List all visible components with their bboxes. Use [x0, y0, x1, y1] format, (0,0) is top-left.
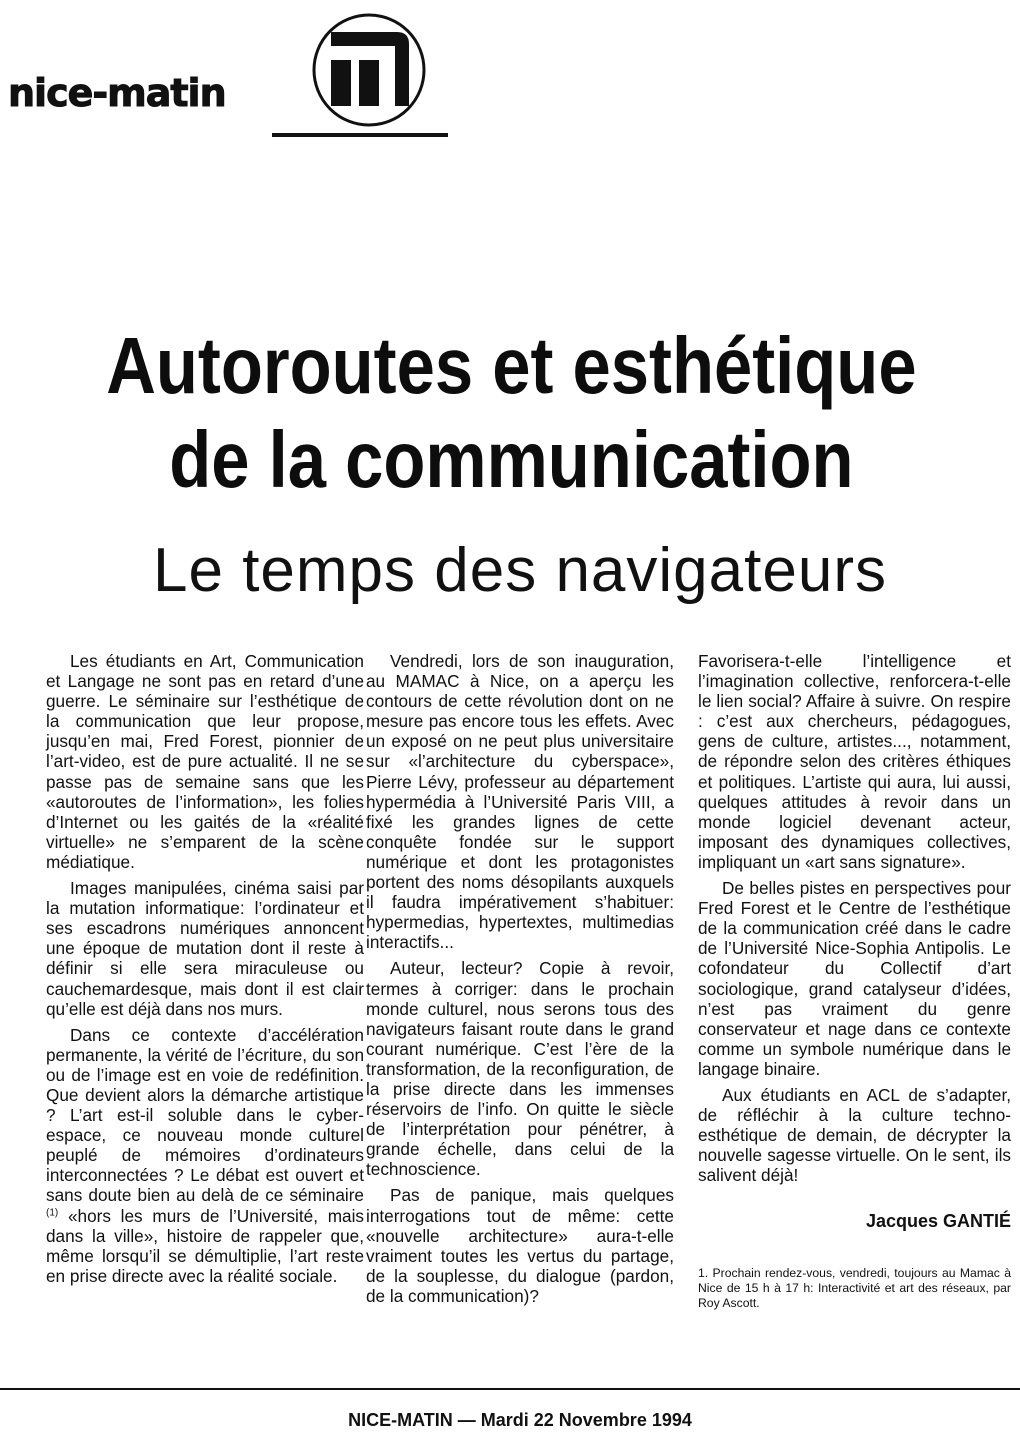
nice-matin-logo-icon [311, 12, 427, 128]
author-byline: Jacques GANTIÉ [865, 1211, 1011, 1232]
paragraph: Auteur, lecteur? Copie à revoir, termes à corriger: dans le prochain monde culturel, nous serons tous des navigateurs faisant route dans le grand courant numérique. C’est l’ère de la transformation, de la reconfiguration, de la prise directe dans les immenses réservoirs de l’info. On quitte le siècle de l’interprétation pour pénétrer, à grande échelle, dans celui de la technoscience. [366, 958, 674, 1180]
article-column-3 [698, 651, 1011, 1317]
paragraph: Favorisera-t-elle l’intelligence et l’imagination collective, renforcera-t-elle le lien social? Affaire à suivre. On respire : c’est aux chercheurs, pédagogues, gens de culture, artistes..., notamment, de répondre selon des critères éthiques et politiques. L’artiste qui aura, lui aussi, quelques attitudes à revoir dans un monde logiciel devenant acteur, imposant des dynamiques collectives, impliquant un «art sans signature». [698, 651, 1011, 872]
paragraph: Pas de panique, mais quelques interrogations tout de même: cette «nouvelle architecture» aura-t-elle vraiment toutes les vertus du partage, de la souplesse, du dialogue (pardon, de la communication)? [366, 1185, 674, 1306]
footer-rule [0, 1388, 1020, 1390]
paragraph-text: «hors les murs de l’Université, mais dans la ville», histoire de rappeler que, même lorsqu’il se démultiplie, l’art reste en prise directe avec la réalité sociale. [46, 1205, 364, 1286]
paragraph: Les étudiants en Art, Communication et Langage ne sont pas en retard d’une guerre. Le séminaire sur l’esthétique de la communication que leur propose, jusqu’en mai, Fred Forest, pionnier de l’art-video, est de pure actualité. Il ne se passe pas de semaine sans que les «autoroutes de l’information», les folies d’Internet ou les gaités de la «réalité virtuelle» ne s’emparent de la scène médiatique. [46, 651, 364, 872]
paragraph: Aux étudiants en ACL de s’adapter, de réfléchir à la culture techno-esthétique de demain, de décrypter la nouvelle sagesse virtuelle. On le sent, ils salivent déjà! [698, 1084, 1011, 1186]
masthead-rule [272, 133, 448, 137]
article-column-2 [366, 651, 674, 1312]
article-column-1 [46, 651, 364, 1292]
footer-dateline: NICE-MATIN — Mardi 22 Novembre 1994 [348, 1410, 692, 1430]
article-title-line2: de la communication [169, 415, 854, 504]
footnote: 1. Prochain rendez-vous, vendredi, toujours au Mamac à Nice de 15 h à 17 h: Interactivité et art des réseaux, par Roy Ascott. [698, 1265, 1011, 1310]
paragraph [46, 1025, 364, 1286]
paragraph-text: Dans ce contexte d’accélération permanente, la vérité de l’écriture, du son ou de l’image est en voie de redéfinition. Que devient alors la démarche artistique ? L’art est-il soluble dans le cyber-espace, ce nouveau monde culturel peuplé de mémoires d’ordinateurs interconnectées ? Le débat est ouvert et sans doute bien au delà de ce séminaire [46, 1024, 364, 1206]
newspaper-wordmark: nice-matin [8, 71, 226, 115]
article-title-line1: Autoroutes et esthétique [106, 321, 917, 410]
paragraph: De belles pistes en perspectives pour Fred Forest et le Centre de l’esthétique de la communication créé dans le cadre de l’Université Nice-Sophia Antipolis. Le cofondateur du Collectif d’art sociologique, grand catalyseur d’idées, n’est pas vraiment du genre conservateur et nage dans ce contexte comme un symbole numérique dans le langage binaire. [698, 878, 1011, 1079]
paragraph: Vendredi, lors de son inauguration, au MAMAC à Nice, on a aperçu les contours de cette révolution dont on ne mesure pas encore tous les effets. Avec un exposé on ne peut plus universitaire sur «l’architecture du cyberspace», Pierre Lévy, professeur au département hypermédia à l’Université Paris VIII, a fixé les grandes lignes de cette conquête fondée sur le support numérique et dont les protagonistes portent des noms désopilants auxquels il faudra impérativement s’habituer: hypermedias, hypertextes, multimedias interactifs... [366, 651, 674, 953]
footnote-reference: (1) [46, 1206, 59, 1218]
paragraph: Images manipulées, cinéma saisi par la mutation informatique: l’ordinateur et ses escadrons numériques annoncent une époque de mutation dont il reste à définir si elle sera miraculeuse ou cauchemardesque, mais dont il est clair qu’elle est déjà dans nos murs. [46, 878, 364, 1019]
article-subtitle: Le temps des navigateurs [153, 536, 887, 605]
